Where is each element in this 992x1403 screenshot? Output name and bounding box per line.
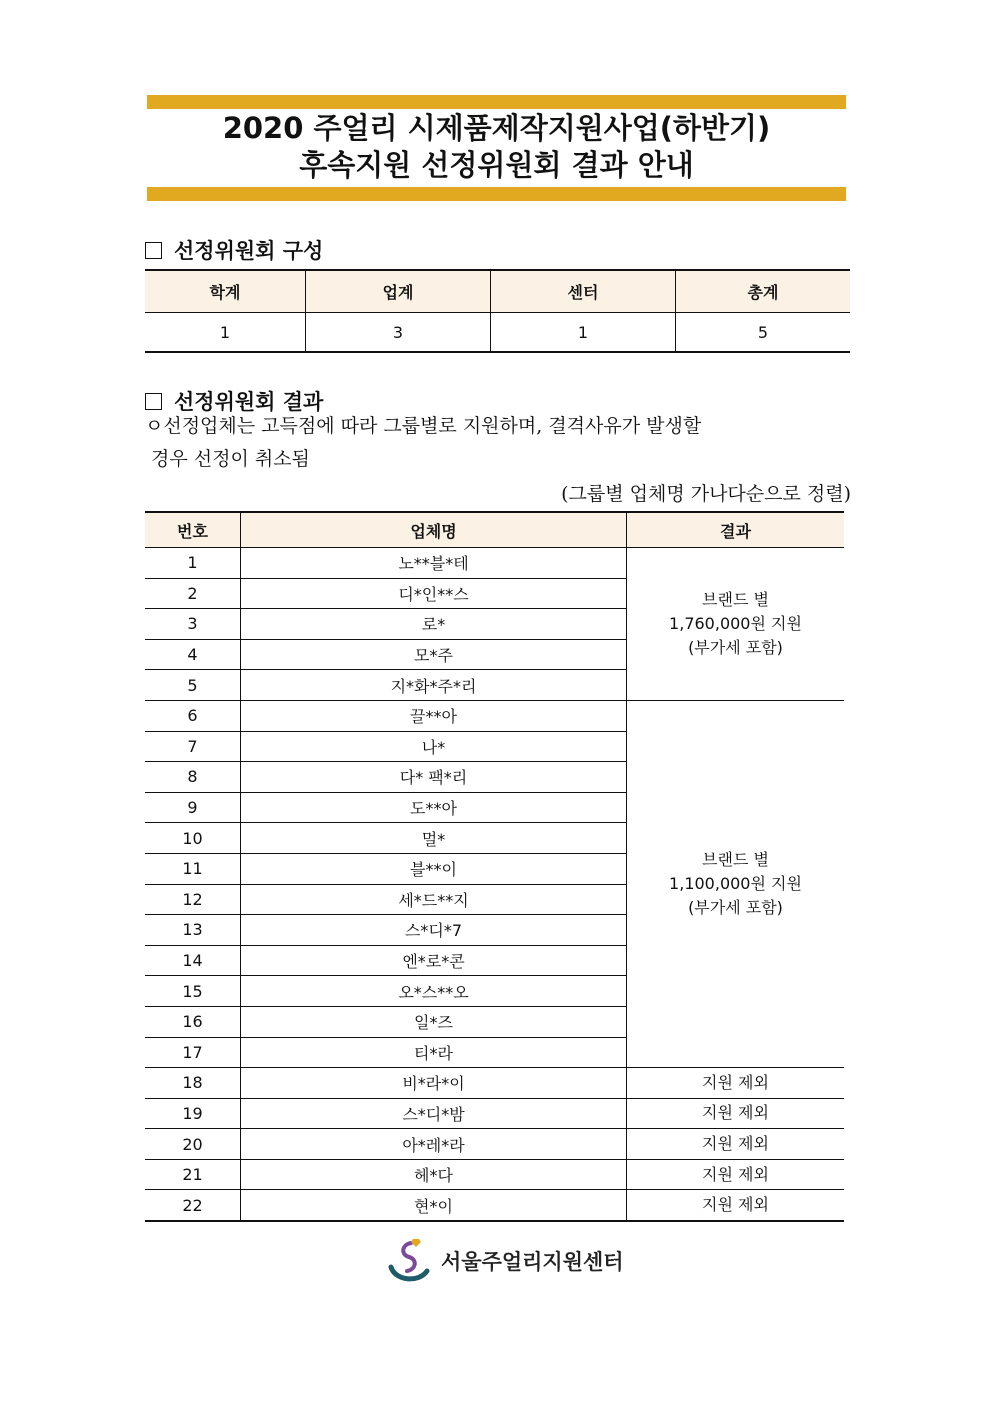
row-number: 9 [145,792,241,823]
group-result-2 [627,700,845,1067]
row-number: 17 [145,1037,241,1068]
row-number: 6 [145,700,241,731]
table-row [145,1098,844,1129]
composition-header-cell: 학계 [145,270,306,313]
company-name: 아*레*라 [241,1129,627,1160]
square-bullet-icon [145,242,162,259]
group-result-line: 브랜드 별 [702,589,769,609]
row-number: 5 [145,670,241,701]
company-name: 오*스**오 [241,976,627,1007]
company-name: 노**블*테 [241,548,627,579]
footer-org-name: 서울주얼리지원센터 [441,1250,624,1274]
composition-value-cell: 3 [306,313,491,353]
row-number: 20 [145,1129,241,1160]
row-number: 16 [145,1006,241,1037]
title-line-2: 후속지원 선정위원회 결과 안내 [299,148,694,182]
company-name: 일*즈 [241,1006,627,1037]
title-bottom-bar [147,187,846,201]
footer-logo [385,1237,624,1285]
row-result: 지원 제외 [627,1129,845,1160]
results-header-cell: 업체명 [241,512,627,548]
description-line-1: ㅇ선정업체는 고득점에 따라 그룹별로 지원하며, 결격사유가 발생할 [145,415,702,437]
results-description [145,410,851,476]
description-line-2: 경우 선정이 취소됨 [151,448,310,470]
table-row [145,1159,844,1190]
title-top-bar [147,95,846,109]
company-name: 다* 팩*리 [241,762,627,793]
row-number: 8 [145,762,241,793]
group-result-line: 1,100,000원 지원 [669,874,802,894]
table-row [145,548,844,579]
company-name: 티*라 [241,1037,627,1068]
row-number: 2 [145,578,241,609]
company-name: 지*화*주*리 [241,670,627,701]
row-result: 지원 제외 [627,1159,845,1190]
company-name: 끌**아 [241,700,627,731]
company-name: 나* [241,731,627,762]
group-result-line: (부가세 포함) [688,898,783,918]
row-number: 19 [145,1098,241,1129]
results-header-cell: 번호 [145,512,241,548]
composition-table [145,269,850,353]
row-result: 지원 제외 [627,1190,845,1221]
group-result-1 [627,548,845,701]
company-name: 로* [241,609,627,640]
row-number: 15 [145,976,241,1007]
group-result-line: 브랜드 별 [702,850,769,870]
composition-value-cell: 1 [491,313,676,353]
company-name: 엔*로*콘 [241,945,627,976]
company-name: 스*디*7 [241,915,627,946]
composition-value-cell: 1 [145,313,306,353]
row-number: 3 [145,609,241,640]
title-box [147,95,846,201]
composition-value-row [145,313,850,353]
jewelry-center-logo-icon [385,1237,435,1285]
company-name: 헤*다 [241,1159,627,1190]
row-result: 지원 제외 [627,1068,845,1099]
table-row [145,1068,844,1099]
results-body [145,548,844,1222]
composition-header-row [145,270,850,313]
row-number: 11 [145,853,241,884]
row-number: 13 [145,915,241,946]
table-row [145,1129,844,1160]
row-number: 14 [145,945,241,976]
row-number: 7 [145,731,241,762]
table-row [145,1190,844,1221]
company-name: 스*디*밤 [241,1098,627,1129]
company-name: 디*인**스 [241,578,627,609]
row-number: 18 [145,1068,241,1099]
composition-header-cell: 총계 [676,270,851,313]
row-number: 12 [145,884,241,915]
results-header-cell: 결과 [627,512,845,548]
results-table [145,511,844,1222]
company-name: 블**이 [241,853,627,884]
row-number: 4 [145,639,241,670]
composition-value-cell: 5 [676,313,851,353]
title-line-1: 2020 주얼리 시제품제작지원사업(하반기) [222,111,771,145]
row-number: 22 [145,1190,241,1221]
results-header-row [145,512,844,548]
group-result-line: (부가세 포함) [688,637,783,657]
row-number: 1 [145,548,241,579]
company-name: 세*드**지 [241,884,627,915]
company-name: 현*이 [241,1190,627,1221]
composition-header-cell: 센터 [491,270,676,313]
company-name: 비*라*이 [241,1068,627,1099]
section-composition-title: 선정위원회 구성 [174,238,324,263]
section-composition-heading [145,235,323,265]
company-name: 멀* [241,823,627,854]
section-results-title: 선정위원회 결과 [174,389,324,414]
company-name: 도**아 [241,792,627,823]
sort-note: (그룹별 업체명 가나다순으로 정렬) [561,483,851,505]
row-result: 지원 제외 [627,1098,845,1129]
row-number: 21 [145,1159,241,1190]
row-number: 10 [145,823,241,854]
company-name: 모*주 [241,639,627,670]
composition-header-cell: 업계 [306,270,491,313]
square-bullet-icon [145,393,162,410]
group-result-line: 1,760,000원 지원 [669,613,802,633]
table-row [145,700,844,731]
